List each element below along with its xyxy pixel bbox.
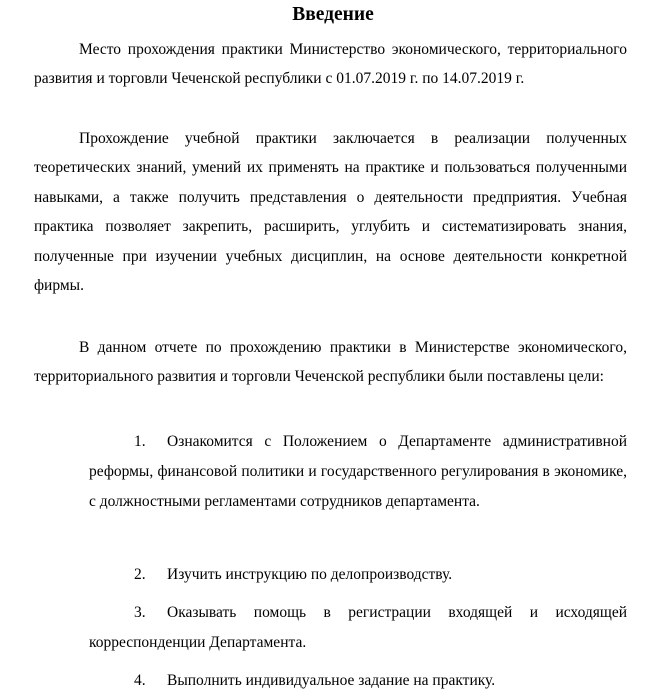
goal-list-item [89, 666, 627, 696]
goal-text: Оказывать помощь в регистрации входящей и исходящей корреспонденции Департамента. [89, 604, 627, 651]
paragraph-internship-place: Место прохождения практики Министерство экономического, территориального развития и торговли Чеченской республики с 01.07.2019 г. по 14.07.2019 г. [34, 41, 627, 88]
goal-text: Выполнить индивидуальное задание на практику. [167, 672, 496, 689]
goal-list-item [89, 427, 627, 517]
paragraph-goals-intro: В данном отчете по прохождению практики в Министерстве экономического, территориального развития и торговли Чеченской республики были поставлены цели: [34, 339, 627, 386]
goal-number: 2. [134, 566, 146, 583]
goal-text: Изучить инструкцию по делопроизводству. [167, 566, 453, 583]
goal-text: Ознакомится с Положением о Департаменте административной реформы, финансовой политики и государственного регулирования в экономике, с должностными регламентами сотрудников департамента. [89, 433, 627, 510]
goal-number: 4. [134, 672, 146, 689]
document-title: Введение [292, 4, 374, 25]
goal-number: 3. [134, 604, 146, 621]
paragraph-internship-purpose: Прохождение учебной практики заключается в реализации полученных теоретических знаний, умений их применять на практике и пользоваться полученными навыками, а также получить представления о деятельности предприятия. Учебная практика позволяет закрепить, расширить, углубить и систематизировать знания, полученные при изучении учебных дисциплин, на основе деятельности конкретной фирмы. [34, 130, 627, 295]
goal-list-item [89, 598, 627, 658]
goal-number: 1. [134, 433, 146, 450]
goal-list-item [89, 560, 627, 590]
